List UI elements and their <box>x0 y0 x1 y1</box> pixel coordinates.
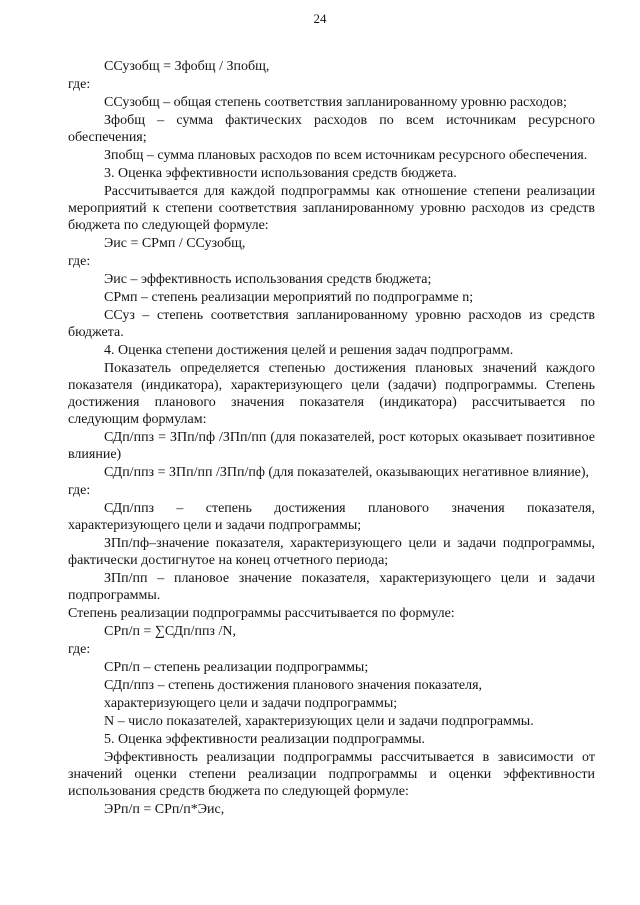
formula-srpp: СРп/п = ∑СДп/ппз /N, <box>104 624 236 639</box>
formula-eis: Эис = СРмп / ССузобщ, <box>104 236 246 251</box>
definition-n: N – число показателей, характеризующих цели и задачи подпрограммы. <box>104 714 534 729</box>
where-label: где: <box>68 254 91 269</box>
paragraph-indicator: Показатель определяется степенью достижения плановых значений каждого показателя (индикатора), характеризующего цели (задачи) подпрограммы. Степень достижения планового значения показателя (индикатора) рассчитывается по следующим формулам: <box>68 361 595 427</box>
section-heading-5: 5. Оценка эффективности реализации подпрограммы. <box>104 732 426 747</box>
definition-srpp: СРп/п – степень реализации подпрограммы; <box>104 660 369 675</box>
definition-zppp: ЗПп/пп – плановое значение показателя, характеризующего цели и задачи подпрограммы. <box>68 571 595 603</box>
definition-zpobsch: Зпобщ – сумма плановых расходов по всем источникам ресурсного обеспечения. <box>104 148 588 163</box>
document-body <box>68 58 595 819</box>
formula-sdppz-positive: СДп/ппз = ЗПп/пф /ЗПп/пп (для показателей, рост которых оказывает позитивное влияние) <box>68 430 595 462</box>
definition-sdppz: СДп/ппз – степень достижения планового значения показателя, характеризующего цели и задачи подпрограммы; <box>68 501 595 533</box>
where-label: где: <box>68 483 91 498</box>
definition-srmp: СРмп – степень реализации мероприятий по подпрограмме n; <box>104 290 474 305</box>
definition-sdppz-2: СДп/ппз – степень достижения планового значения показателя, <box>104 678 483 693</box>
definition-ssuzobsch: ССузобщ – общая степень соответствия запланированному уровню расходов; <box>104 95 567 110</box>
page-number: 24 <box>313 11 327 26</box>
formula-ssuzobsch: ССузобщ = Зфобщ / Зпобщ, <box>104 59 270 74</box>
formula-sdppz-negative: СДп/ппз = ЗПп/пп /ЗПп/пф (для показателей, оказывающих негативное влияние), <box>104 465 590 480</box>
section-heading-3: 3. Оценка эффективности использования средств бюджета. <box>104 166 457 181</box>
paragraph-program-efficiency: Эффективность реализации подпрограммы рассчитывается в зависимости от значений оценки степени реализации подпрограммы и оценки эффективности использования средств бюджета по следующей формуле: <box>68 750 595 799</box>
where-label: где: <box>68 642 91 657</box>
definition-eis: Эис – эффективность использования средств бюджета; <box>104 272 432 287</box>
formula-erpp: ЭРп/п = СРп/п*Эис, <box>104 802 225 817</box>
paragraph-budget-efficiency: Рассчитывается для каждой подпрограммы как отношение степени реализации мероприятий к степени соответствия запланированному уровню расходов из средств бюджета по следующей формуле: <box>68 184 595 233</box>
section-heading-4: 4. Оценка степени достижения целей и решения задач подпрограмм. <box>104 343 514 358</box>
definition-zppf: ЗПп/пф–значение показателя, характеризующего цели и задачи подпрограммы, фактически достигнутое на конец отчетного периода; <box>68 536 595 568</box>
definition-zfobsch: Зфобщ – сумма фактических расходов по всем источникам ресурсного обеспечения; <box>68 113 595 145</box>
definition-ssuz: ССуз – степень соответствия запланированному уровню расходов из средств бюджета. <box>68 308 595 340</box>
definition-sdppz-2-cont: характеризующего цели и задачи подпрограммы; <box>104 696 398 711</box>
where-label: где: <box>68 77 91 92</box>
paragraph-realization-degree: Степень реализации подпрограммы рассчитывается по формуле: <box>68 606 455 621</box>
